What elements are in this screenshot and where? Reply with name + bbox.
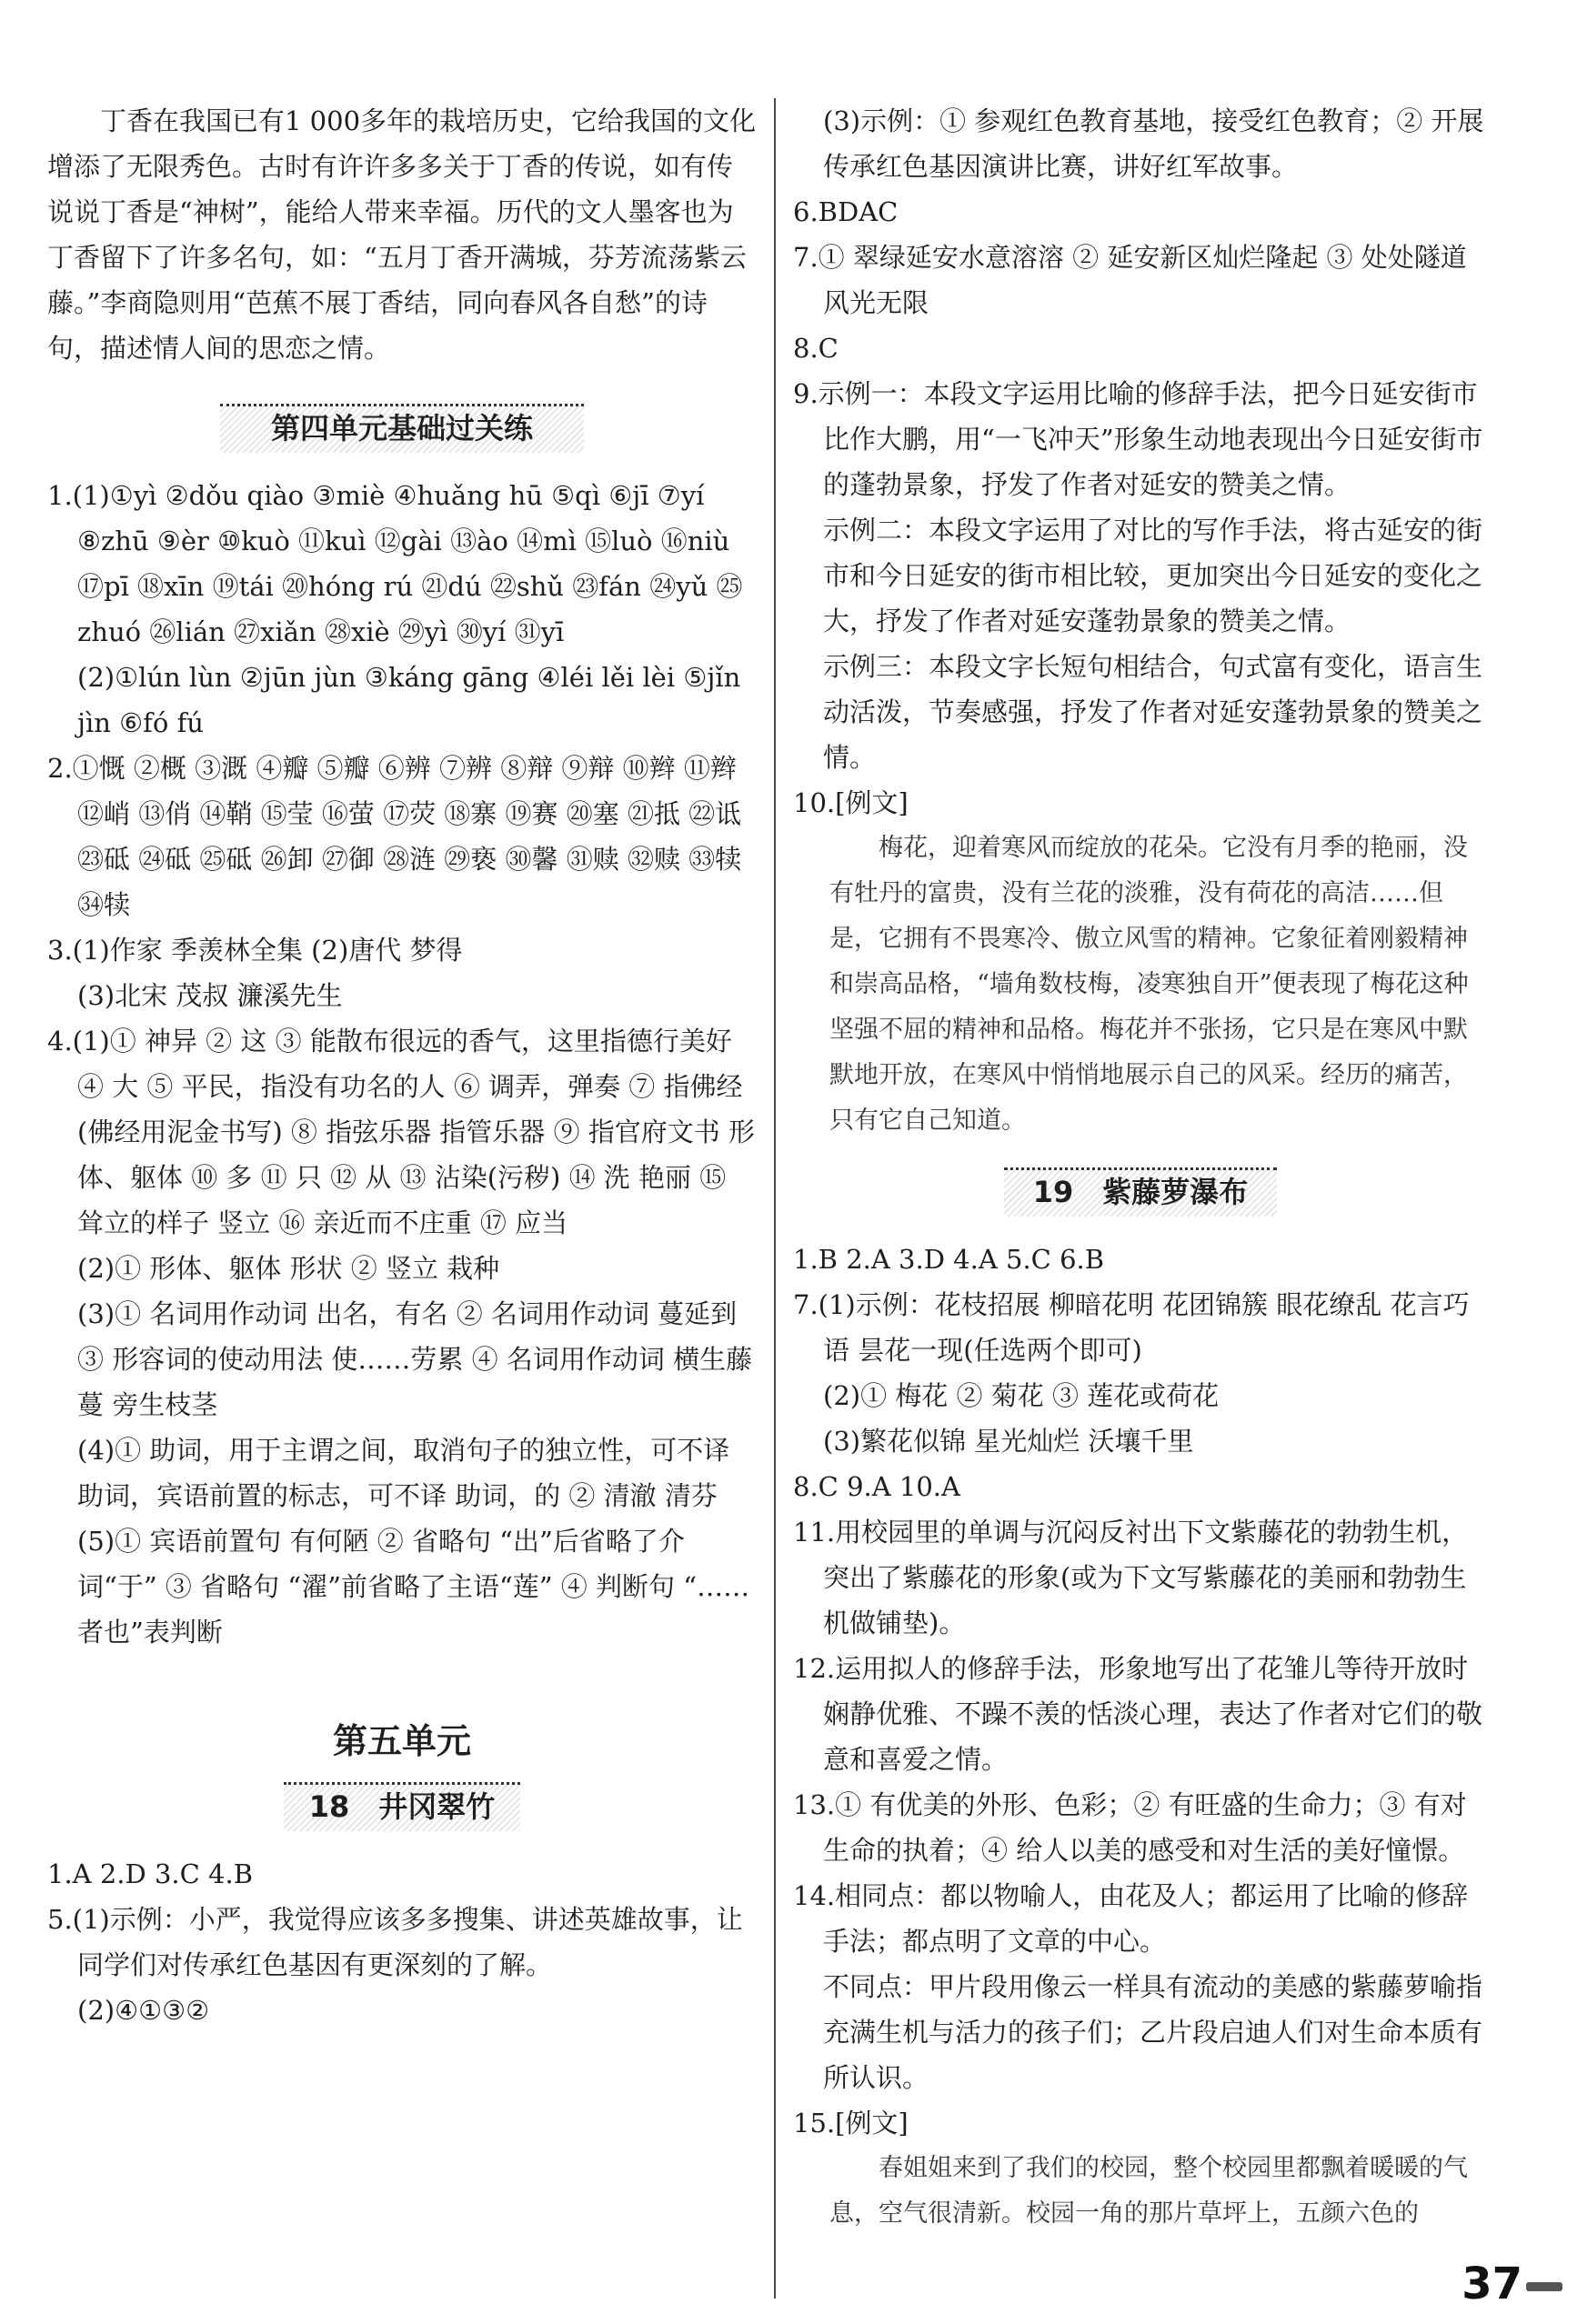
answer-q9-2: 示例二：本段文字运用了对比的写作手法，将古延安的街市和今日延安的街市相比较，更加突出今日延安的变化之大，抒发了作者对延安蓬勃景象的赞美之情。 bbox=[823, 515, 1483, 636]
answer-l19-q13: 13.① 有优美的外形、色彩；② 有旺盛的生命力；③ 有对生命的执着；④ 给人以美的感受和对生活的美好憧憬。 bbox=[793, 1789, 1467, 1866]
page-number: 37 bbox=[1461, 2259, 1562, 2309]
answer-q1-1: 1.(1)①yì ②dǒu qiào ③miè ④huǎng hū ⑤qì ⑥jī ⑦yí ⑧zhū ⑨èr ⑩kuò ⑪kuì ⑫gài ⑬ào ⑭mì ⑮luò ⑯niù ⑰pī ⑱xīn ⑲tái ⑳hóng rú ㉑dú ㉒shǔ ㉓fán ㉔yǔ ㉕zhuó ㉖lián ㉗xiǎn ㉘xiè ㉙yì ㉚yí ㉛yī bbox=[47, 480, 743, 647]
answer-q10: 10.[例文] bbox=[793, 787, 909, 818]
answer-l19-q7-3: (3)繁花似锦 星光灿烂 沃壤千里 bbox=[823, 1426, 1194, 1457]
answer-l19-q8: 8.C 9.A 10.A bbox=[793, 1471, 960, 1502]
answer-q8: 8.C bbox=[793, 333, 839, 364]
answer-q4-1: 4.(1)① 神异 ② 这 ③ 能散布很远的香气，这里指德行美好 ④ 大 ⑤ 平民，指没有功名的人 ⑥ 调弄，弹奏 ⑦ 指佛经(佛经用泥金书写) ⑧ 指弦乐器 指管乐器 ⑨ 指官府文书 形体、躯体 ⑩ 多 ⑪ 只 ⑫ 从 ⑬ 沾染(污秽) ⑭ 洗 艳丽 ⑮ 耸立的样子 竖立 ⑯ 亲近而不庄重 ⑰ 应当 bbox=[47, 1026, 755, 1238]
section-title-unit4-practice: 第四单元基础过关练 bbox=[220, 404, 584, 453]
essay-spring-campus: 春姐姐来到了我们的校园，整个校园里都飘着暖暖的气息，空气很清新。校园一角的那片草坪上，五颜六色的 bbox=[829, 2154, 1468, 2228]
answer-l19-q7-1: 7.(1)示例：花枝招展 柳暗花明 花团锦簇 眼花缭乱 花言巧语 昙花一现(任选两个即可) bbox=[793, 1289, 1470, 1366]
answer-q2: 2.①慨 ②概 ③溉 ④瓣 ⑤瓣 ⑥辨 ⑦辨 ⑧辩 ⑨辩 ⑩辫 ⑪辫 ⑫峭 ⑬俏 ⑭鞘 ⑮莹 ⑯萤 ⑰荧 ⑱寨 ⑲赛 ⑳塞 ㉑抵 ㉒诋 ㉓砥 ㉔砥 ㉕砥 ㉖卸 ㉗御 ㉘涟 ㉙亵 ㉚馨 ㉛赎 ㉜赎 ㉝犊 ㉞犊 bbox=[47, 753, 742, 920]
answer-l18-q5-1: 5.(1)示例：小严，我觉得应该多多搜集、讲述英雄故事，让同学们对传承红色基因有更深刻的了解。 bbox=[47, 1904, 743, 1980]
answer-q3-1: 3.(1)作家 季羡林全集 (2)唐代 梦得 bbox=[47, 935, 463, 966]
left-column bbox=[47, 98, 757, 2033]
answer-q3-2: (3)北宋 茂叔 濂溪先生 bbox=[77, 980, 343, 1011]
answer-l19-q15: 15.[例文] bbox=[793, 2108, 909, 2139]
right-column bbox=[793, 98, 1488, 2237]
answer-q9-1: 9.示例一：本段文字运用比喻的修辞手法，把今日延安街市比作大鹏，用“一飞冲天”形象生动地表现出今日延安街市的蓬勃景象，抒发了作者对延安的赞美之情。 bbox=[793, 378, 1483, 500]
answer-q4-4: (4)① 助词，用于主谓之间，取消句子的独立性，可不译 助词，宾语前置的标志，可不译 助词，的 ② 清澈 清芬 bbox=[77, 1435, 730, 1511]
intro-paragraph: 丁香在我国已有1 000多年的栽培历史，它给我国的文化增添了无限秀色。古时有许许多多关于丁香的传说，如有传说说丁香是“神树”，能给人带来幸福。历代的文人墨客也为丁香留下了许多名句，如：“五月丁香开满城，芬芳流荡紫云藤。”李商隐则用“芭蕉不展丁香结，同向春风各自愁”的诗句，描述情人间的思恋之情。 bbox=[47, 105, 757, 364]
answer-q6: 6.BDAC bbox=[793, 196, 899, 227]
answer-q7: 7.① 翠绿延安水意溶溶 ② 延安新区灿烂隆起 ③ 处处隧道风光无限 bbox=[793, 242, 1467, 318]
answer-q9-3: 示例三：本段文字长短句相结合，句式富有变化，语言生动活泼，节奏感强，抒发了作者对延安蓬勃景象的赞美之情。 bbox=[823, 651, 1483, 773]
answer-l19-q11: 11.用校园里的单调与沉闷反衬出下文紫藤花的勃勃生机，突出了紫藤花的形象(或为下文写紫藤花的美丽和勃勃生机做铺垫)。 bbox=[793, 1517, 1469, 1638]
answer-q4-3: (3)① 名词用作动词 出名，有名 ② 名词用作动词 蔓延到 ③ 形容词的使动用法 使……劳累 ④ 名词用作动词 横生藤蔓 旁生枝茎 bbox=[77, 1298, 753, 1420]
answer-l19-q14-2: 不同点：甲片段用像云一样具有流动的美感的紫藤萝喻指充满生机与活力的孩子们；乙片段启迪人们对生命本质有所认识。 bbox=[823, 1971, 1483, 2093]
answer-l19-q12: 12.运用拟人的修辞手法，形象地写出了花雏儿等待开放时娴静优雅、不躁不羡的恬淡心理，表达了作者对它们的敬意和喜爱之情。 bbox=[793, 1653, 1483, 1775]
answer-l18-q5-2: (2)④①③② bbox=[77, 1995, 210, 2026]
answer-l19-q14-1: 14.相同点：都以物喻人，由花及人；都运用了比喻的修辞手法；都点明了文章的中心。 bbox=[793, 1880, 1469, 1957]
column-divider bbox=[774, 98, 776, 2299]
answer-q4-5: (5)① 宾语前置句 有何陋 ② 省略句 “出”后省略了介词“于” ③ 省略句 “濯”前省略了主语“莲” ④ 判断句 “……者也”表判断 bbox=[77, 1526, 750, 1648]
answer-l19-q7-2: (2)① 梅花 ② 菊花 ③ 莲花或荷花 bbox=[823, 1380, 1220, 1411]
lesson-title-18: 18 井冈翠竹 bbox=[284, 1782, 520, 1831]
answer-q4-2: (2)① 形体、躯体 形状 ② 竖立 栽种 bbox=[77, 1253, 500, 1284]
essay-plum-blossom: 梅花，迎着寒风而绽放的花朵。它没有月季的艳丽，没有牡丹的富贵，没有兰花的淡雅，没有荷花的高洁……但是，它拥有不畏寒冷、傲立风雪的精神。它象征着刚毅精神和崇高品格，“墙角数枝梅，凌寒独自开”便表现了梅花这种坚强不屈的精神和品格。梅花并不张扬，它只是在寒风中默默地开放，在寒风中悄悄地展示自己的风采。经历的痛苦，只有它自己知道。 bbox=[829, 834, 1469, 1135]
answer-l18-q5-3: (3)示例：① 参观红色教育基地，接受红色教育；② 开展传承红色基因演讲比赛，讲好红军故事。 bbox=[823, 105, 1484, 182]
lesson-title-19: 19 紫藤萝瀑布 bbox=[1004, 1167, 1277, 1217]
answer-q1-2: (2)①lún lùn ②jūn jùn ③káng gāng ④léi lěi lèi ⑤jǐn jìn ⑥fó fú bbox=[77, 662, 741, 738]
answer-l18-q1: 1.A 2.D 3.C 4.B bbox=[47, 1858, 254, 1889]
unit-title: 第五单元 bbox=[332, 1721, 471, 1761]
answer-l19-q1: 1.B 2.A 3.D 4.A 5.C 6.B bbox=[793, 1244, 1105, 1275]
